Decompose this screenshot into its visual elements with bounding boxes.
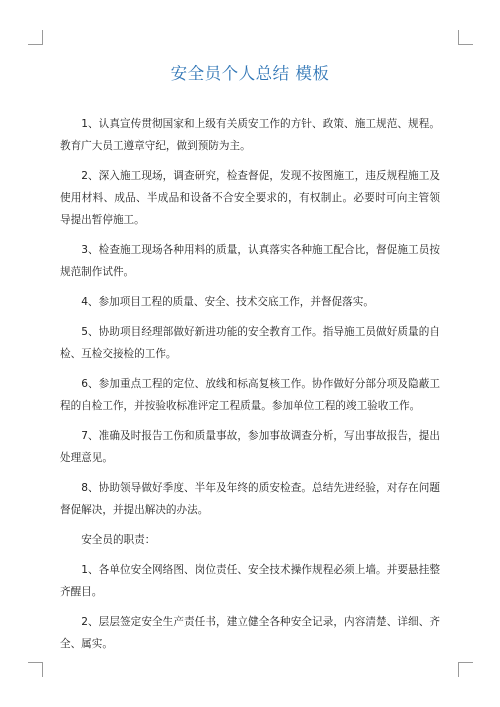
paragraph-5: 5、协助项目经理部做好新进功能的安全教育工作。指导施工员做好质量的自检、互检交接检的工作。 <box>60 326 440 360</box>
paragraph-3: 3、检查施工现场各种用料的质量，认真落实各种施工配合比，督促施工员按规范制作试件。 <box>60 244 440 278</box>
crop-mark-bottom-left <box>28 662 43 677</box>
crop-mark-top-left <box>28 30 43 45</box>
paragraph-4: 4、参加项目工程的质量、安全、技术交底工作，并督促落实。 <box>81 296 374 308</box>
paragraph-9: 1、各单位安全网络图、岗位责任、安全技术操作规程必须上墙。并要悬挂整齐醒目。 <box>60 564 440 598</box>
paragraph-1: 1、认真宣传贯彻国家和上级有关质安工作的方针、政策、施工规范、规程。教育广大员工遵章守纪，做到预防为主。 <box>60 118 440 152</box>
paragraph-6: 6、参加重点工程的定位、放线和标高复核工作。协作做好分部分项及隐蔽工程的自检工作，并按验收标准评定工程质量。参加单位工程的竣工验收工作。 <box>60 378 440 412</box>
document-body <box>60 113 440 663</box>
paragraph-2: 2、深入施工现场，调查研究，检查督促，发现不按图施工，违反规程施工及使用材料、成品、半成品和设备不合安全要求的，有权制止。必要时可向主管领导提出暂停施工。 <box>60 170 440 226</box>
crop-mark-top-right <box>458 30 473 45</box>
document-title: 安全员个人总结 模板 <box>170 64 330 83</box>
paragraph-7: 7、准确及时报告工伤和质量事故，参加事故调查分析，写出事故报告，提出处理意见。 <box>60 430 440 464</box>
section-heading-duties: 安全员的职责： <box>81 534 156 546</box>
paragraph-8: 8、协助领导做好季度、半年及年终的质安检查。总结先进经验，对存在问题督促解决，并提出解决的办法。 <box>60 482 440 516</box>
crop-mark-bottom-right <box>458 662 473 677</box>
paragraph-10: 2、层层签定安全生产责任书，建立健全各种安全记录，内容清楚、详细、齐全、属实。 <box>60 616 440 650</box>
